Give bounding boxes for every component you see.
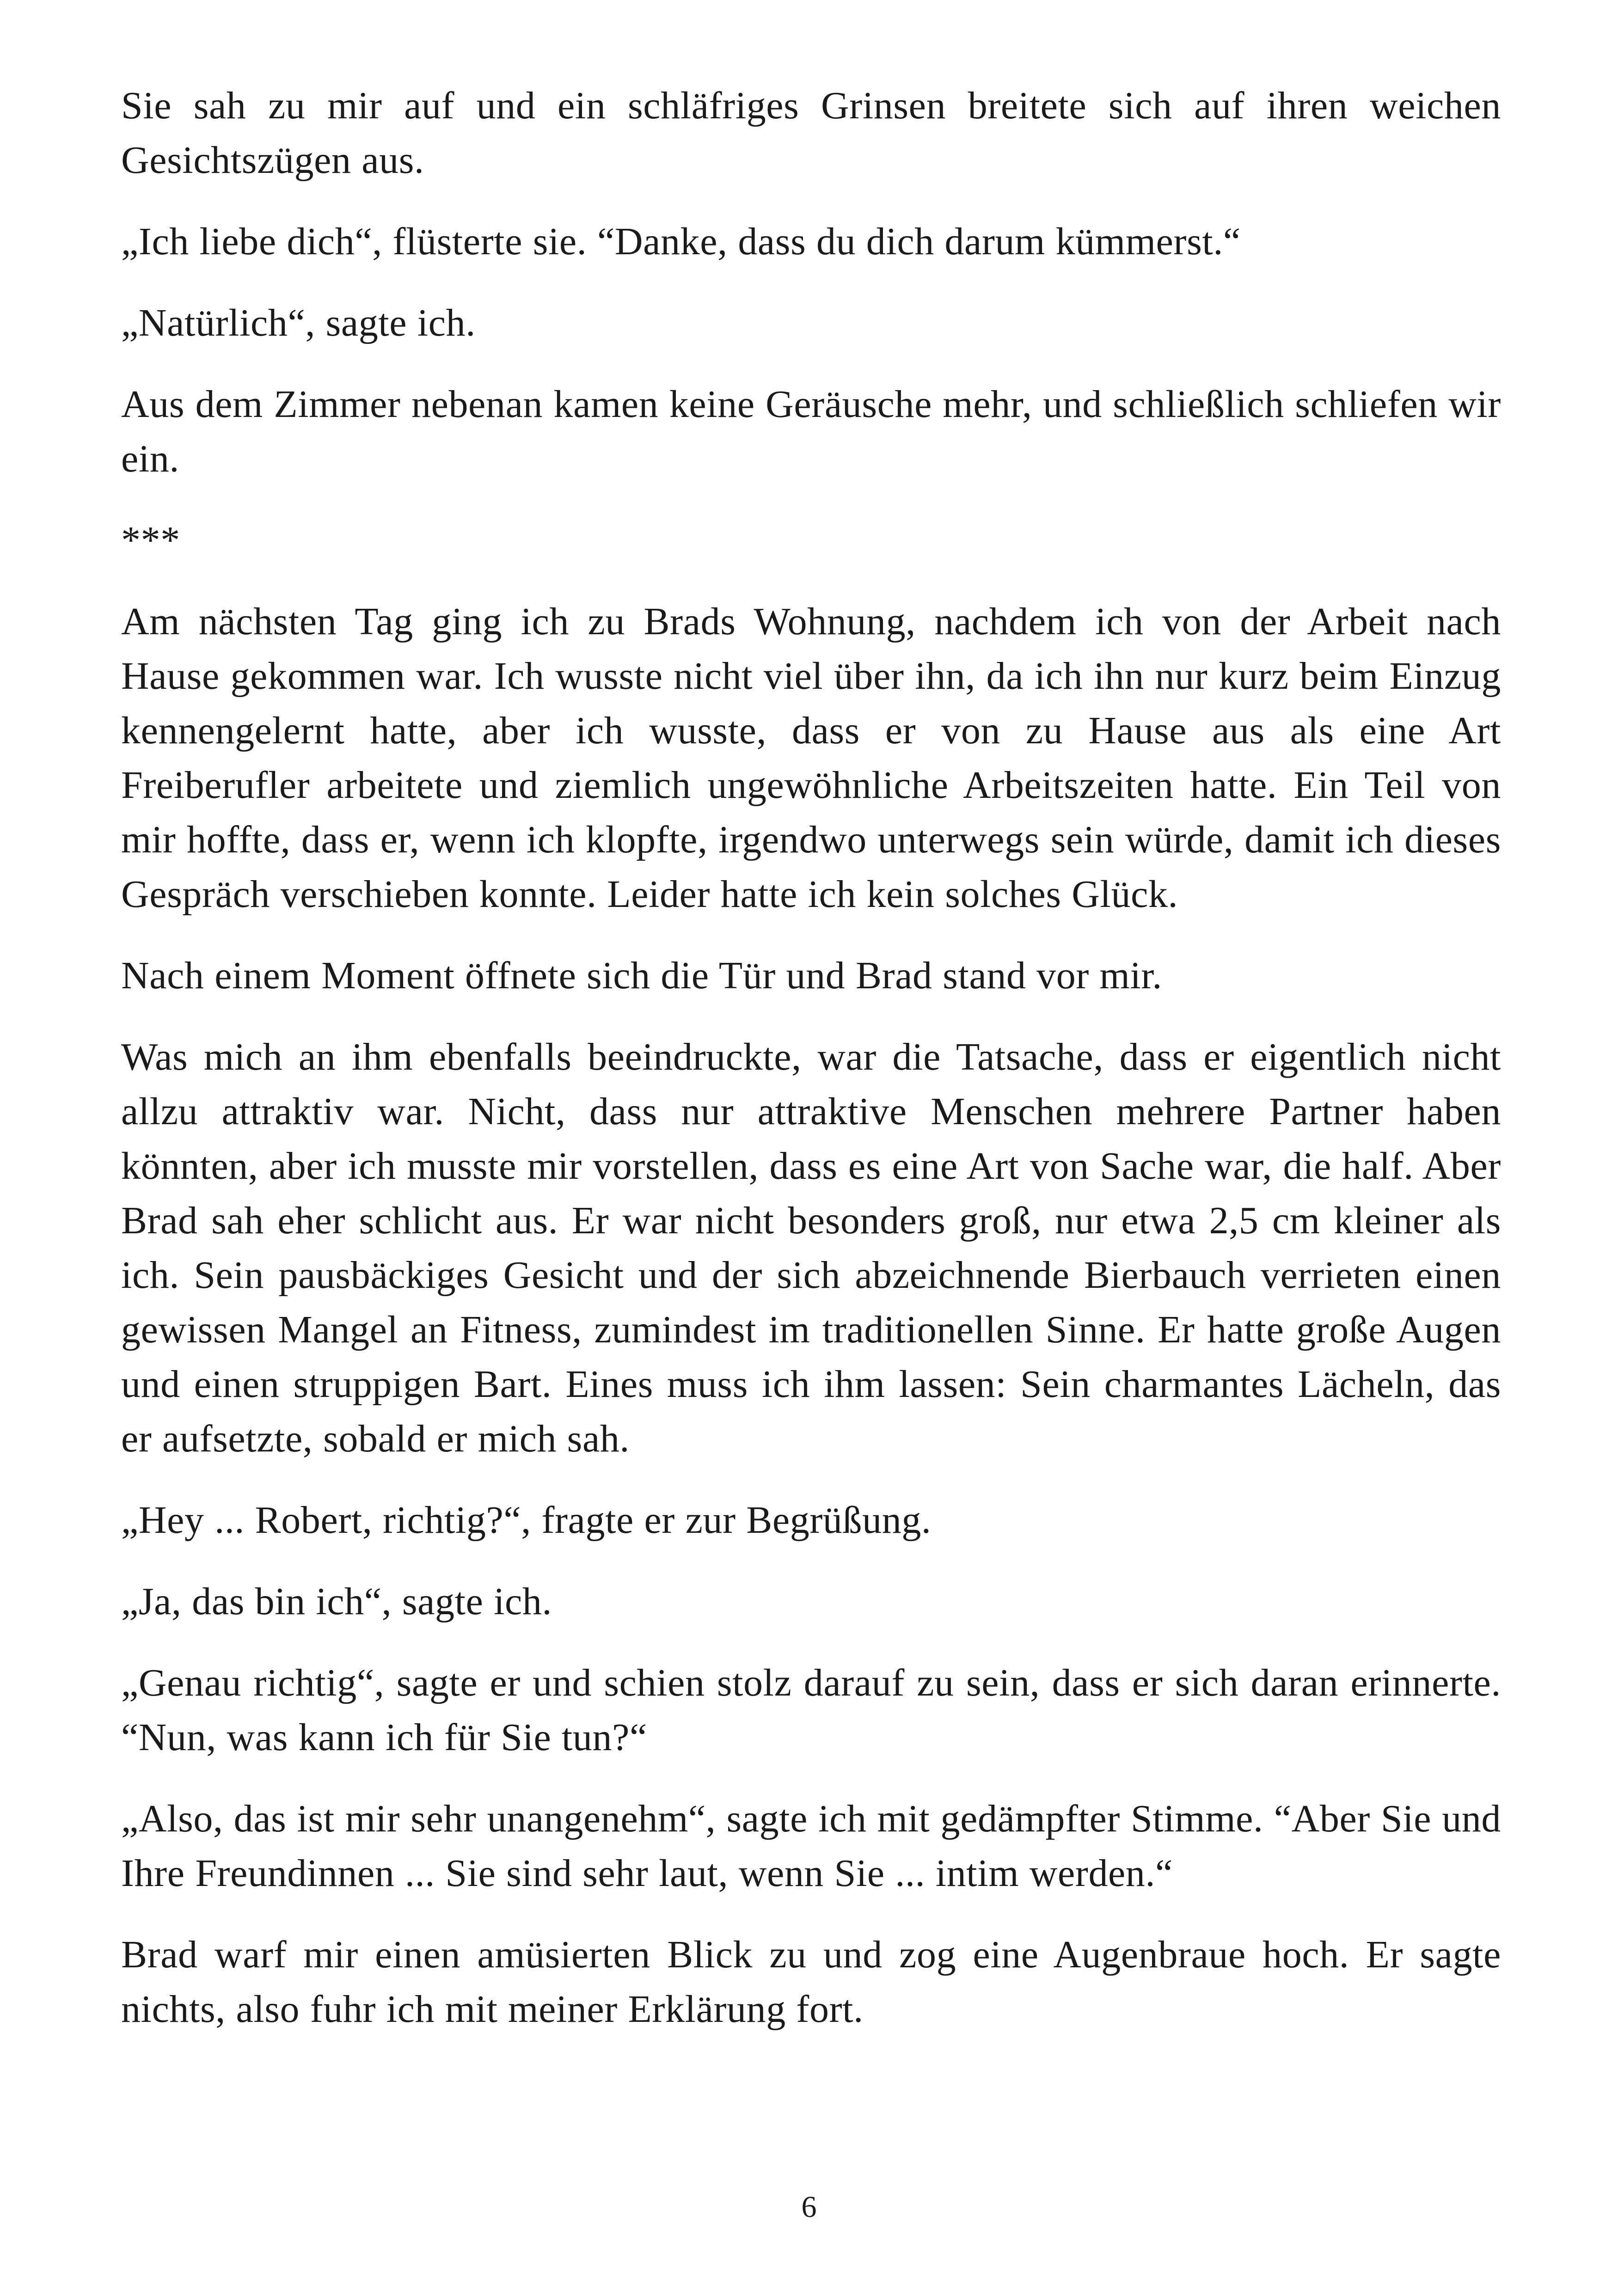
paragraph: Was mich an ihm ebenfalls beeindruckte, war die Tatsache, dass er eigentlich nicht allzu attraktiv war. Nicht, dass nur attraktive Menschen mehrere Partner haben könnten, aber ich musste mir vorstellen, dass es eine Art von Sache war, die half. Aber Brad sah eher schlicht aus. Er war nicht besonders groß, nur etwa 2,5 cm kleiner als ich. Sein pausbäckiges Gesicht und der sich abzeichnende Bierbauch verrieten einen gewissen Mangel an Fitness, zumindest im traditionellen Sinne. Er hatte große Augen und einen struppigen Bart. Eines muss ich ihm lassen: Sein charmantes Lächeln, das er aufsetzte, sobald er mich sah.	[121, 1035, 1501, 1460]
section-separator: ***	[121, 519, 180, 562]
paragraph: „Genau richtig“, sagte er und schien stolz darauf zu sein, dass er sich daran erinnerte. “Nun, was kann ich für Sie tun?“	[121, 1661, 1501, 1759]
paragraph: Aus dem Zimmer nebenan kamen keine Geräusche mehr, und schließlich schliefen wir ein.	[121, 383, 1501, 480]
paragraph: Am nächsten Tag ging ich zu Brads Wohnung, nachdem ich von der Arbeit nach Hause gekommen war. Ich wusste nicht viel über ihn, da ich ihn nur kurz beim Einzug kennengelernt hatte, aber ich wusste, dass er von zu Hause aus als eine Art Freiberufler arbeitete und ziemlich ungewöhnliche Arbeitszeiten hatte. Ein Teil von mir hoffte, dass er, wenn ich klopfte, irgendwo unterwegs sein würde, damit ich dieses Gespräch verschieben konnte. Leider hatte ich kein solches Glück.	[121, 600, 1501, 916]
paragraph: „Natürlich“, sagte ich.	[121, 301, 476, 344]
page-number: 6	[801, 2190, 817, 2224]
paragraph: „Also, das ist mir sehr unangenehm“, sagte ich mit gedämpfter Stimme. “Aber Sie und Ihre Freundinnen ... Sie sind sehr laut, wenn Sie ... intim werden.“	[121, 1797, 1501, 1895]
paragraph: Sie sah zu mir auf und ein schläfriges Grinsen breitete sich auf ihren weichen Gesichtszügen aus.	[121, 84, 1501, 182]
paragraph: „Ja, das bin ich“, sagte ich.	[121, 1580, 552, 1623]
paragraph: „Ich liebe dich“, flüsterte sie. “Danke, dass du dich darum kümmerst.“	[121, 220, 1241, 263]
paragraph: „Hey ... Robert, richtig?“, fragte er zur Begrüßung.	[121, 1499, 932, 1542]
paragraph: Brad warf mir einen amüsierten Blick zu und zog eine Augenbraue hoch. Er sagte nichts, also fuhr ich mit meiner Erklärung fort.	[121, 1933, 1501, 2031]
paragraph: Nach einem Moment öffnete sich die Tür und Brad stand vor mir.	[121, 954, 1162, 997]
page-body	[121, 79, 1501, 2063]
